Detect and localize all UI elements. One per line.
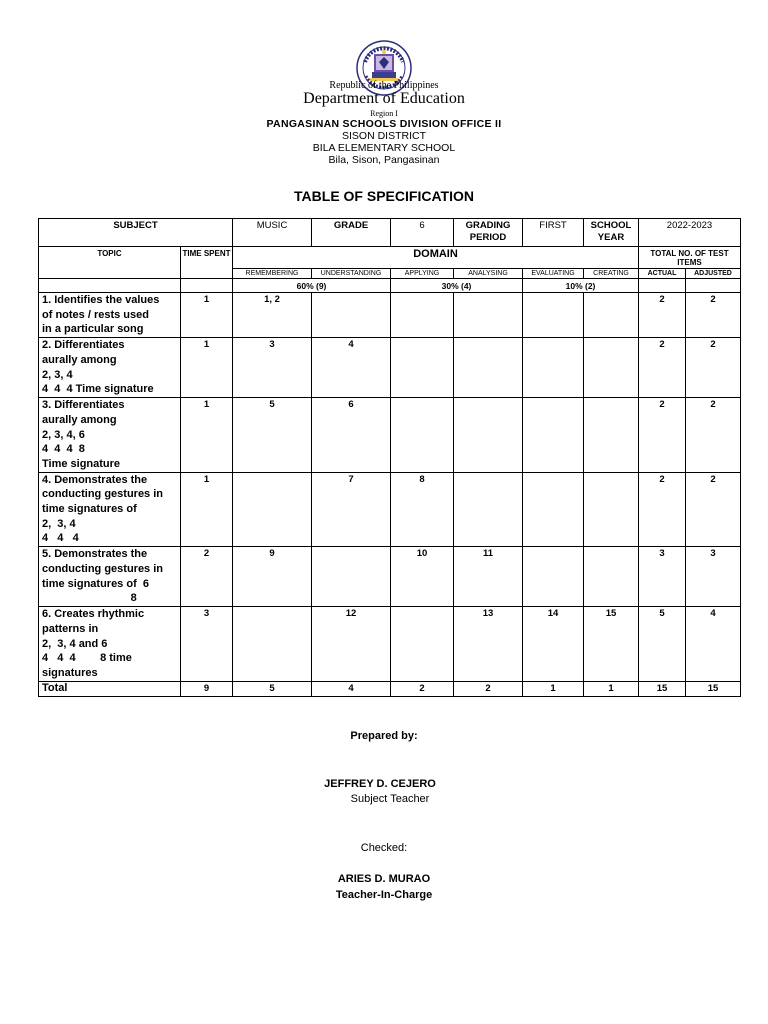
evaluating-cell: 14 (523, 607, 584, 682)
total-creating: 1 (584, 682, 639, 697)
analysing-cell (454, 398, 523, 473)
total-items-header: TOTAL NO. OF TEST ITEMS (639, 247, 741, 269)
level-evaluating: EVALUATING (523, 269, 584, 279)
checker-role: Teacher-In-Charge (335, 889, 433, 901)
grade-label: GRADE (312, 219, 391, 247)
analysing-cell (454, 472, 523, 547)
preparer-name: JEFFREY D. CEJERO (324, 778, 436, 790)
total-understanding: 4 (312, 682, 391, 697)
actual-cell: 2 (639, 472, 686, 547)
subject-label: SUBJECT (39, 219, 233, 247)
total-evaluating: 1 (523, 682, 584, 697)
remembering-cell (233, 472, 312, 547)
adjusted-cell: 2 (686, 398, 741, 473)
table-row (39, 398, 741, 473)
adjusted-cell: 2 (686, 472, 741, 547)
table-row (39, 472, 741, 547)
prepared-by-label: Prepared by: (350, 730, 418, 742)
header-row (39, 247, 741, 269)
blank-cell (639, 279, 686, 293)
time-cell: 2 (181, 547, 233, 607)
applying-cell: 10 (391, 547, 454, 607)
time-cell: 1 (181, 398, 233, 473)
topic-line: of notes / rests used (42, 308, 149, 321)
blank-cell (181, 279, 233, 293)
topic-line: signatures (42, 666, 98, 679)
table-row (39, 547, 741, 607)
evaluating-cell (523, 547, 584, 607)
table-row (39, 607, 741, 682)
actual-cell: 3 (639, 547, 686, 607)
understanding-cell: 6 (312, 398, 391, 473)
blank-cell (39, 279, 181, 293)
level-understanding: UNDERSTANDING (312, 269, 391, 279)
topic-line: time signatures of 6 (42, 577, 149, 590)
domain-header: DOMAIN (233, 247, 639, 269)
creating-cell (584, 293, 639, 338)
school-year-label: SCHOOL YEAR (584, 219, 639, 247)
checked-by-label: Checked: (360, 842, 408, 854)
percentage-evaluate-create: 10% (2) (523, 279, 639, 293)
creating-cell (584, 338, 639, 398)
time-cell: 1 (181, 293, 233, 338)
topic-cell (39, 547, 181, 607)
evaluating-cell (523, 398, 584, 473)
percentage-remember-understand: 60% (9) (233, 279, 391, 293)
topic-line: aurally among (42, 353, 117, 366)
applying-cell (391, 607, 454, 682)
topic-line: conducting gestures in (42, 488, 164, 501)
subject-value: MUSIC (233, 219, 312, 247)
district-name: SISON DISTRICT (341, 130, 426, 142)
grading-period-value: FIRST (523, 219, 584, 247)
level-analysing: ANALYSING (454, 269, 523, 279)
level-creating: CREATING (584, 269, 639, 279)
topic-line: time signatures of (42, 503, 137, 516)
school-name: BILA ELEMENTARY SCHOOL (312, 142, 456, 154)
evaluating-cell (523, 293, 584, 338)
total-time: 9 (181, 682, 233, 697)
topic-line: 8 (42, 592, 137, 605)
time-cell: 1 (181, 472, 233, 547)
table-row (39, 338, 741, 398)
total-adjusted: 15 (686, 682, 741, 697)
applying-cell (391, 398, 454, 473)
applying-cell: 8 (391, 472, 454, 547)
actual-cell: 5 (639, 607, 686, 682)
school-year-value: 2022-2023 (639, 219, 741, 247)
actual-header: ACTUAL (639, 269, 686, 279)
topic-line: 2, 3, 4 and 6 (42, 637, 108, 650)
creating-cell (584, 398, 639, 473)
topic-cell (39, 293, 181, 338)
understanding-cell: 7 (312, 472, 391, 547)
topic-line: 6. Creates rhythmic (42, 608, 145, 621)
grade-value: 6 (391, 219, 454, 247)
document-title: TABLE OF SPECIFICATION (294, 188, 474, 204)
topic-line: 4 4 4 Time signature (42, 383, 154, 396)
time-cell: 3 (181, 607, 233, 682)
checker-name: ARIES D. MURAO (337, 873, 431, 885)
percentage-apply-analyse: 30% (4) (391, 279, 523, 293)
total-row (39, 682, 741, 697)
time-spent-header: TIME SPENT (181, 247, 233, 279)
adjusted-cell: 4 (686, 607, 741, 682)
topic-line: 4. Demonstrates the (42, 473, 148, 486)
topic-line: in a particular song (42, 323, 144, 336)
topic-line: conducting gestures in (42, 562, 164, 575)
actual-cell: 2 (639, 338, 686, 398)
table-row (39, 293, 741, 338)
applying-cell (391, 293, 454, 338)
analysing-cell (454, 338, 523, 398)
topic-line: 2. Differentiates (42, 339, 125, 352)
analysing-cell: 11 (454, 547, 523, 607)
evaluating-cell (523, 338, 584, 398)
specification-table (38, 218, 741, 697)
percentage-row (39, 279, 741, 293)
creating-cell (584, 547, 639, 607)
applying-cell (391, 338, 454, 398)
topic-line: 1. Identifies the values (42, 294, 160, 306)
preparer-role: Subject Teacher (350, 793, 430, 805)
adjusted-header: ADJUSTED (686, 269, 741, 279)
analysing-cell: 13 (454, 607, 523, 682)
analysing-cell (454, 293, 523, 338)
total-label: Total (39, 682, 181, 697)
topic-line: 5. Demonstrates the (42, 548, 148, 561)
topic-header: TOPIC (39, 247, 181, 279)
blank-cell (686, 279, 741, 293)
understanding-cell (312, 547, 391, 607)
adjusted-cell: 2 (686, 338, 741, 398)
topic-line: 2, 3, 4, 6 (42, 428, 85, 441)
remembering-cell (233, 607, 312, 682)
topic-cell (39, 607, 181, 682)
topic-line: 2, 3, 4 (42, 517, 76, 530)
level-remembering: REMEMBERING (233, 269, 312, 279)
understanding-cell: 12 (312, 607, 391, 682)
topic-line: 4 4 4 8 (42, 443, 85, 456)
meta-row (39, 219, 741, 247)
evaluating-cell (523, 472, 584, 547)
understanding-cell: 4 (312, 338, 391, 398)
time-cell: 1 (181, 338, 233, 398)
grading-period-label: GRADING PERIOD (454, 219, 523, 247)
region-line: Region I (370, 109, 398, 118)
topic-line: 4 4 4 (42, 532, 79, 545)
creating-cell: 15 (584, 607, 639, 682)
remembering-cell: 3 (233, 338, 312, 398)
topic-line: 2, 3, 4 (42, 368, 73, 381)
adjusted-cell: 3 (686, 547, 741, 607)
understanding-cell (312, 293, 391, 338)
department-name: Department of Education (303, 90, 465, 107)
actual-cell: 2 (639, 398, 686, 473)
remembering-cell: 9 (233, 547, 312, 607)
adjusted-cell: 2 (686, 293, 741, 338)
republic-line: Republic of the Philippines (329, 80, 439, 91)
topic-line: Time signature (42, 457, 121, 470)
topic-line: aurally among (42, 413, 117, 426)
remembering-cell: 5 (233, 398, 312, 473)
total-applying: 2 (391, 682, 454, 697)
topic-cell (39, 398, 181, 473)
total-remembering: 5 (233, 682, 312, 697)
topic-line: 4 4 4 8 time (42, 652, 132, 665)
total-analysing: 2 (454, 682, 523, 697)
topic-line: 3. Differentiates (42, 399, 125, 412)
remembering-cell: 1, 2 (233, 293, 312, 338)
level-applying: APPLYING (391, 269, 454, 279)
topic-cell (39, 472, 181, 547)
school-address: Bila, Sison, Pangasinan (328, 154, 440, 166)
actual-cell: 2 (639, 293, 686, 338)
division-office: PANGASINAN SCHOOLS DIVISION OFFICE II (266, 118, 502, 130)
total-actual: 15 (639, 682, 686, 697)
creating-cell (584, 472, 639, 547)
topic-line: patterns in (42, 622, 99, 635)
topic-cell (39, 338, 181, 398)
